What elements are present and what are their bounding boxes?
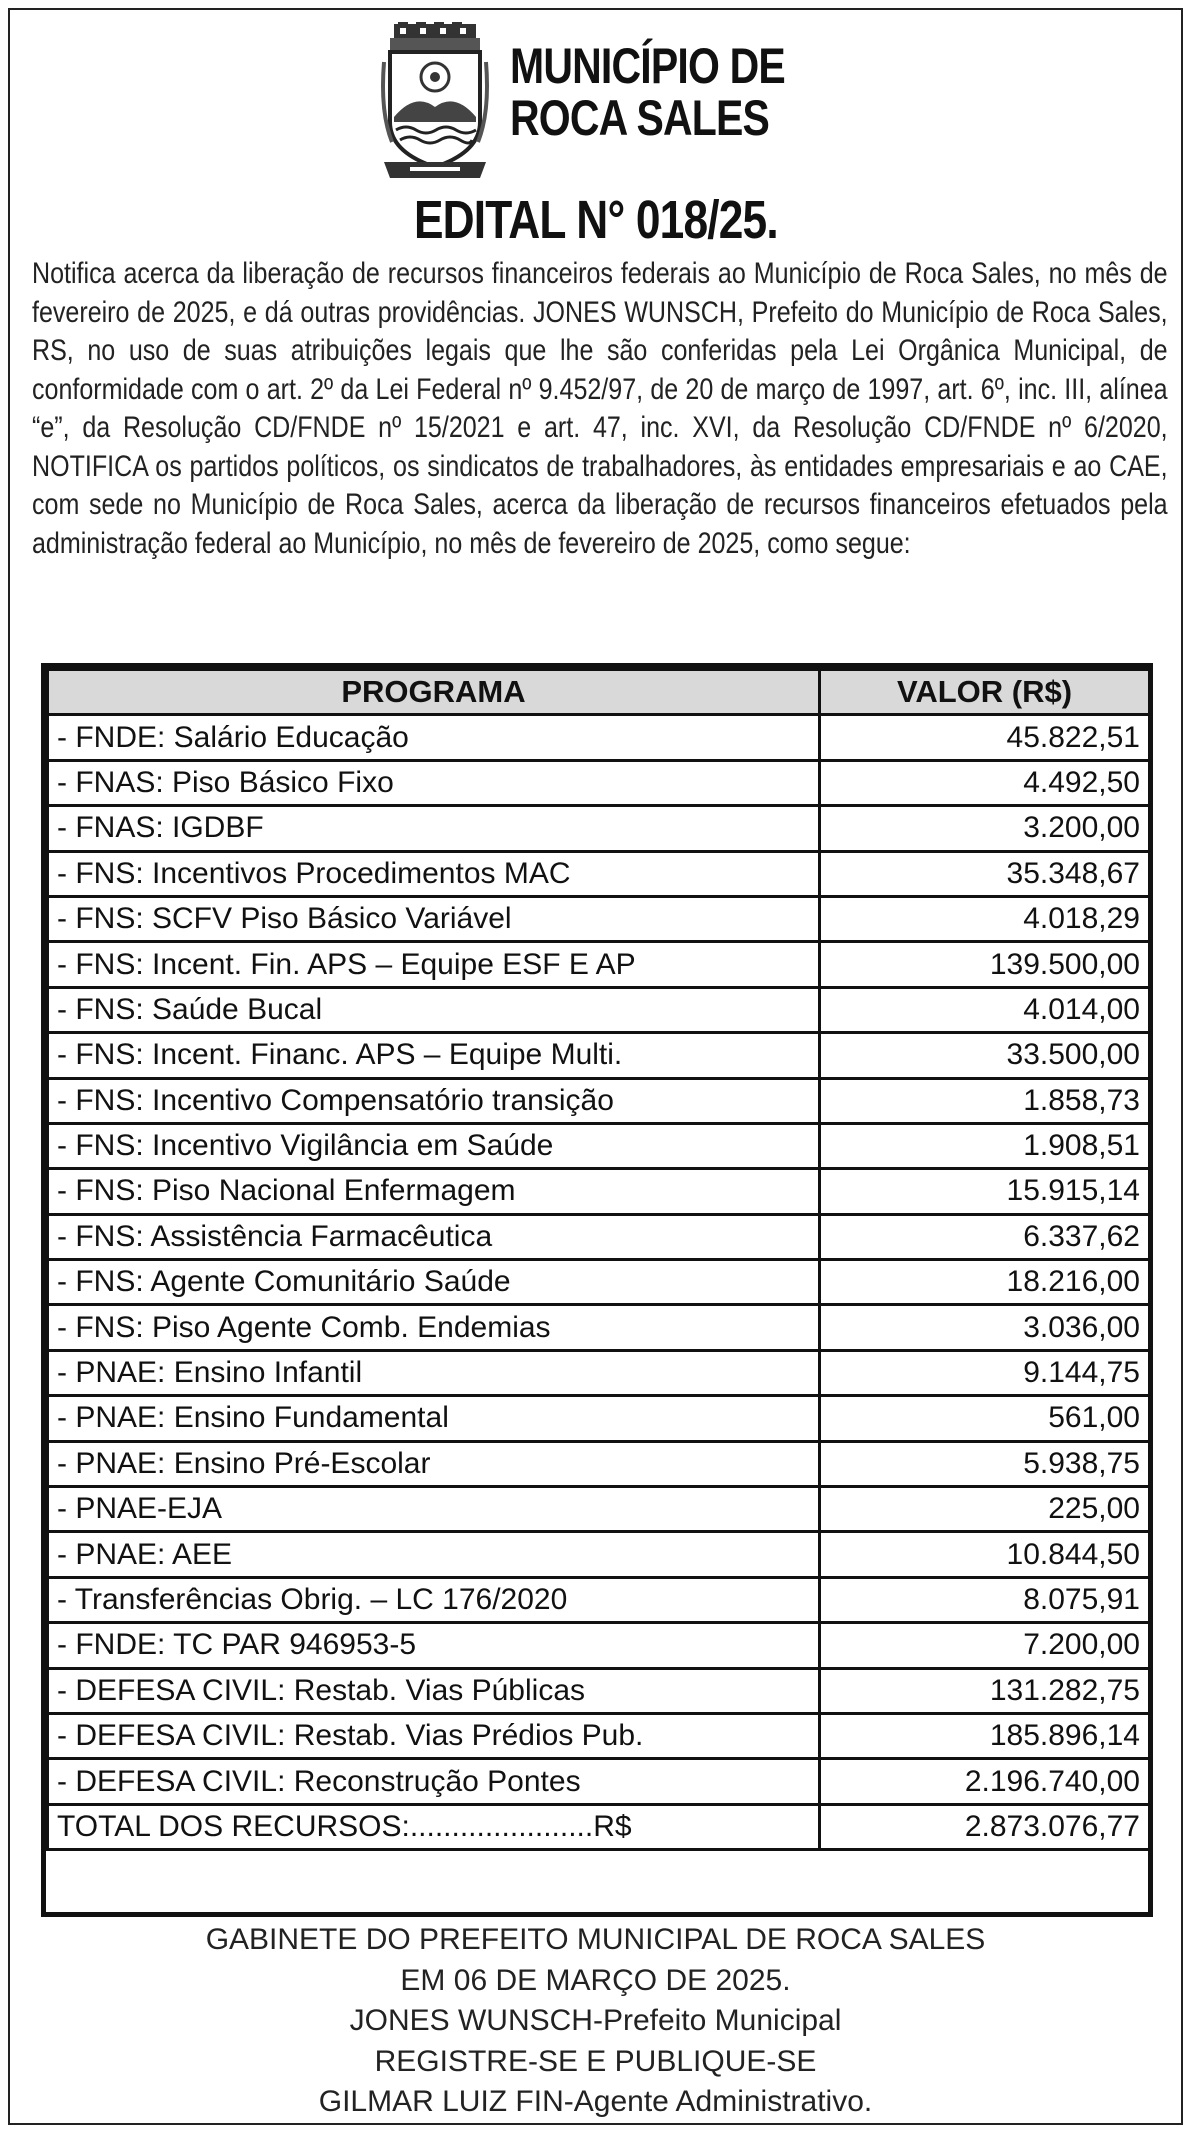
table-row (48, 1623, 1150, 1668)
program-value: 225,00 (820, 1487, 1150, 1532)
program-value: 1.908,51 (820, 1123, 1150, 1168)
program-value: 8.075,91 (820, 1577, 1150, 1622)
program-name: - FNDE: TC PAR 946953-5 (48, 1623, 820, 1668)
program-name: - PNAE: Ensino Pré-Escolar (48, 1441, 820, 1486)
program-value: 15.915,14 (820, 1169, 1150, 1214)
program-value: 33.500,00 (820, 1033, 1150, 1078)
table-row (48, 851, 1150, 896)
footer-line-2: EM 06 DE MARÇO DE 2025. (400, 1963, 791, 1997)
program-name: - FNS: Agente Comunitário Saúde (48, 1260, 820, 1305)
resources-table (41, 663, 1153, 1917)
program-value: 2.196.740,00 (820, 1759, 1150, 1804)
table-row (48, 1532, 1150, 1577)
program-value: 7.200,00 (820, 1623, 1150, 1668)
table-row (48, 1577, 1150, 1622)
footer-line-3: JONES WUNSCH-Prefeito Municipal (349, 2004, 842, 2037)
intro-paragraph (32, 255, 1168, 563)
program-name: - Transferências Obrig. – LC 176/2020 (48, 1577, 820, 1622)
program-name: - DEFESA CIVIL: Restab. Vias Públicas (48, 1668, 820, 1713)
program-value: 9.144,75 (820, 1350, 1150, 1395)
program-value: 18.216,00 (820, 1260, 1150, 1305)
program-name: - FNS: SCFV Piso Básico Variável (48, 896, 820, 941)
table-row (48, 715, 1150, 760)
program-value: 35.348,67 (820, 851, 1150, 896)
signature-block (10, 1920, 1181, 2123)
table-row (48, 1260, 1150, 1305)
program-value: 4.492,50 (820, 760, 1150, 805)
table-row (48, 1033, 1150, 1078)
table-row (48, 1487, 1150, 1532)
program-name: - PNAE: Ensino Infantil (48, 1350, 820, 1395)
program-value: 4.014,00 (820, 987, 1150, 1032)
program-name: - FNAS: Piso Básico Fixo (48, 760, 820, 805)
municipality-title (510, 40, 785, 144)
program-name: - DEFESA CIVIL: Reconstrução Pontes (48, 1759, 820, 1804)
program-name: - FNS: Assistência Farmacêutica (48, 1214, 820, 1259)
notice-page (8, 8, 1183, 2125)
table-row (48, 1396, 1150, 1441)
table-header-row (48, 670, 1150, 715)
program-value: 185.896,14 (820, 1713, 1150, 1758)
title-line-2: ROCA SALES (510, 90, 770, 146)
total-label: TOTAL DOS RECURSOS:......................R$ (48, 1804, 820, 1849)
program-value: 3.036,00 (820, 1305, 1150, 1350)
table-row (48, 1169, 1150, 1214)
program-name: - PNAE: Ensino Fundamental (48, 1396, 820, 1441)
program-value: 45.822,51 (820, 715, 1150, 760)
program-name: - FNAS: IGDBF (48, 806, 820, 851)
table-row (48, 1123, 1150, 1168)
table-row (48, 1668, 1150, 1713)
program-name: - FNS: Incent. Fin. APS – Equipe ESF E AP (48, 942, 820, 987)
table-row (48, 942, 1150, 987)
table-row (48, 987, 1150, 1032)
intro-text: Notifica acerca da liberação de recursos financeiros federais ao Município de Roca Sales, no mês de fevereiro de 2025, e dá outras providências. JONES WUNSCH, Prefeito do Município de Roca Sales, RS, no uso de suas atribuições legais que lhe são conferidas pela Lei Orgânica Municipal, de conformidade com o art. 2º da Lei Federal nº 9.452/97, de 20 de março de 1997, art. 6º, inc. III, alínea “e”, da Resolução CD/FNDE nº 15/2021 e art. 47, inc. XVI, da Resolução CD/FNDE nº 6/2020, NOTIFICA os partidos políticos, os sindicatos de trabalhadores, às entidades empresariais e ao CAE, com sede no Município de Roca Sales, acerca da liberação de recursos financeiros efetuados pela administração federal ao Município, no mês de fevereiro de 2025, como segue: (32, 257, 1168, 560)
program-name: - DEFESA CIVIL: Restab. Vias Prédios Pub. (48, 1713, 820, 1758)
program-value: 10.844,50 (820, 1532, 1150, 1577)
program-value: 5.938,75 (820, 1441, 1150, 1486)
program-value: 4.018,29 (820, 896, 1150, 941)
program-name: - PNAE-EJA (48, 1487, 820, 1532)
program-name: - FNDE: Salário Educação (48, 715, 820, 760)
column-header-programa: PROGRAMA (48, 670, 820, 715)
program-name: - PNAE: AEE (48, 1532, 820, 1577)
program-value: 131.282,75 (820, 1668, 1150, 1713)
program-name: - FNS: Piso Agente Comb. Endemias (48, 1305, 820, 1350)
program-value: 139.500,00 (820, 942, 1150, 987)
program-name: - FNS: Incent. Financ. APS – Equipe Multi. (48, 1033, 820, 1078)
program-name: - FNS: Saúde Bucal (48, 987, 820, 1032)
table-row (48, 1305, 1150, 1350)
table-row (48, 806, 1150, 851)
table-row (48, 1713, 1150, 1758)
program-name: - FNS: Incentivo Vigilância em Saúde (48, 1123, 820, 1168)
table-row (48, 1350, 1150, 1395)
footer-line-5: GILMAR LUIZ FIN-Agente Administrativo. (318, 2085, 873, 2118)
edital-number: EDITAL N° 018/25. (413, 190, 778, 250)
program-value: 3.200,00 (820, 806, 1150, 851)
table-row (48, 1078, 1150, 1123)
program-name: - FNS: Incentivos Procedimentos MAC (48, 851, 820, 896)
table-row (48, 896, 1150, 941)
title-line-1: MUNICÍPIO DE (510, 38, 785, 94)
footer-line-4: REGISTRE-SE E PUBLIQUE-SE (374, 2044, 817, 2078)
program-name: - FNS: Piso Nacional Enfermagem (48, 1169, 820, 1214)
edital-title (10, 190, 1181, 250)
total-value: 2.873.076,77 (820, 1804, 1150, 1849)
table-row (48, 1759, 1150, 1804)
program-value: 1.858,73 (820, 1078, 1150, 1123)
municipal-coat-of-arms-icon (380, 22, 490, 187)
program-value: 561,00 (820, 1396, 1150, 1441)
table-row (48, 1441, 1150, 1486)
footer-line-1: GABINETE DO PREFEITO MUNICIPAL DE ROCA SALES (205, 1923, 986, 1956)
total-row (48, 1804, 1150, 1849)
header (10, 10, 1181, 190)
table-row (48, 760, 1150, 805)
column-header-valor: VALOR (R$) (820, 670, 1150, 715)
program-name: - FNS: Incentivo Compensatório transição (48, 1078, 820, 1123)
program-value: 6.337,62 (820, 1214, 1150, 1259)
table-row (48, 1214, 1150, 1259)
